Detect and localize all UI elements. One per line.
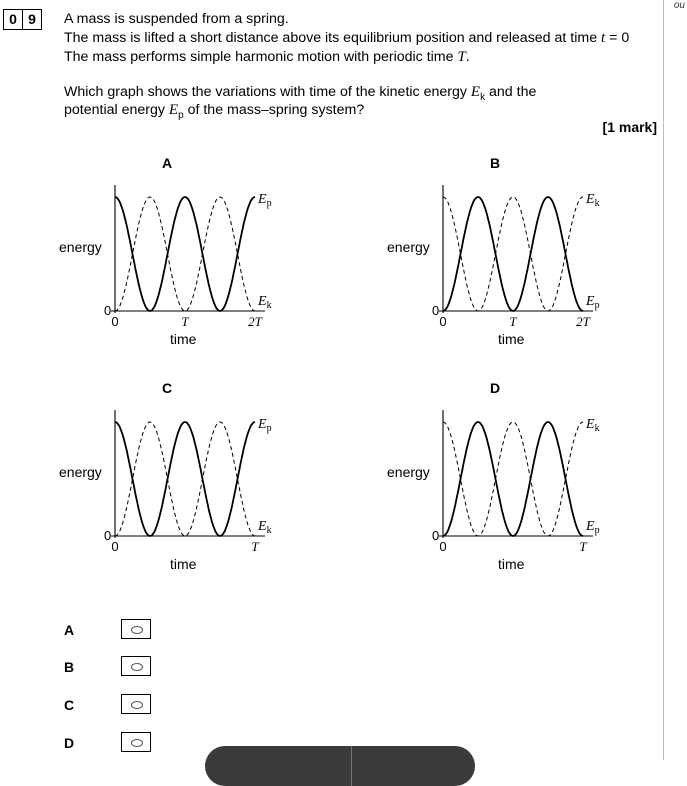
bottom-toolbar[interactable] (205, 746, 475, 786)
option-label-b: B (64, 659, 75, 675)
option-label-a: A (64, 622, 75, 638)
bottom-curve-label: $E_k$ (258, 519, 272, 536)
solid-energy-curve (443, 197, 583, 311)
top-curve-label: $E_p$ (258, 417, 272, 434)
stem-line-3: The mass performs simple harmonic motion with periodic time T. (64, 49, 470, 65)
question-number-digit: 0 (9, 11, 17, 27)
graph-label: B (490, 155, 501, 171)
bottom-curve-label: $E_k$ (258, 294, 272, 311)
answer-box-d[interactable] (121, 732, 151, 752)
graph-plot (383, 380, 683, 570)
y-origin-label: 0 (104, 303, 112, 318)
x-axis-label: time (498, 331, 525, 347)
dashed-energy-curve (443, 422, 583, 536)
dashed-energy-curve (115, 197, 255, 311)
answer-box-a[interactable] (121, 619, 151, 639)
y-axis-label: energy (387, 239, 430, 255)
y-axis-label: energy (387, 464, 430, 480)
tick-label: T (579, 539, 587, 554)
graph-c (55, 380, 355, 570)
graph-label: C (162, 380, 173, 396)
y-origin-label: 0 (432, 303, 440, 318)
solid-energy-curve (115, 422, 255, 536)
tick-label: 0 (439, 539, 447, 554)
top-curve-label: $E_k$ (586, 417, 600, 434)
graph-plot (55, 155, 355, 345)
oval-bubble-icon (131, 701, 143, 709)
graph-d (383, 380, 683, 570)
stem-line-1: A mass is suspended from a spring. (64, 11, 289, 27)
oval-bubble-icon (131, 739, 143, 747)
answer-box-b[interactable] (121, 656, 151, 676)
dashed-energy-curve (115, 422, 255, 536)
top-curve-label: $E_p$ (258, 192, 272, 209)
oval-bubble-icon (131, 626, 143, 634)
tick-label: 2T (576, 314, 590, 329)
x-axis-label: time (170, 331, 197, 347)
answer-box-c[interactable] (121, 694, 151, 714)
tick-label: T (181, 314, 189, 329)
toolbar-divider (351, 746, 352, 786)
graph-a (55, 155, 355, 345)
tick-label: T (509, 314, 517, 329)
y-origin-label: 0 (104, 528, 112, 543)
y-axis-label: energy (59, 464, 102, 480)
option-label-c: C (64, 697, 75, 713)
bottom-curve-label: $E_p$ (586, 519, 600, 536)
question-number-box (3, 9, 42, 30)
question-line-2: potential energy $E_p$ of the mass–spring system? (64, 102, 365, 121)
oval-bubble-icon (131, 663, 143, 671)
margin-note: ou (673, 0, 685, 11)
dashed-energy-curve (443, 197, 583, 311)
top-curve-label: $E_k$ (586, 192, 600, 209)
x-axis-label: time (170, 556, 197, 572)
tick-label: 2T (248, 314, 262, 329)
tick-label: 0 (439, 314, 447, 329)
graph-label: A (162, 155, 173, 171)
marks-label: [1 mark] (602, 119, 657, 135)
stem-line-2: The mass is lifted a short distance above its equilibrium position and released at time t = 0 (64, 30, 630, 46)
solid-energy-curve (115, 197, 255, 311)
tick-label: 0 (111, 539, 119, 554)
graph-label: D (490, 380, 501, 396)
question-line-1: Which graph shows the variations with time of the kinetic energy $E_k$ and the (64, 84, 537, 103)
bottom-curve-label: $E_p$ (586, 294, 600, 311)
question-number-digit: 9 (22, 10, 41, 29)
y-origin-label: 0 (432, 528, 440, 543)
solid-energy-curve (443, 422, 583, 536)
x-axis-label: time (498, 556, 525, 572)
tick-label: T (251, 539, 259, 554)
option-label-d: D (64, 735, 75, 751)
graph-b (383, 155, 683, 345)
graph-plot (55, 380, 355, 570)
tick-label: 0 (111, 314, 119, 329)
y-axis-label: energy (59, 239, 102, 255)
graph-plot (383, 155, 683, 345)
